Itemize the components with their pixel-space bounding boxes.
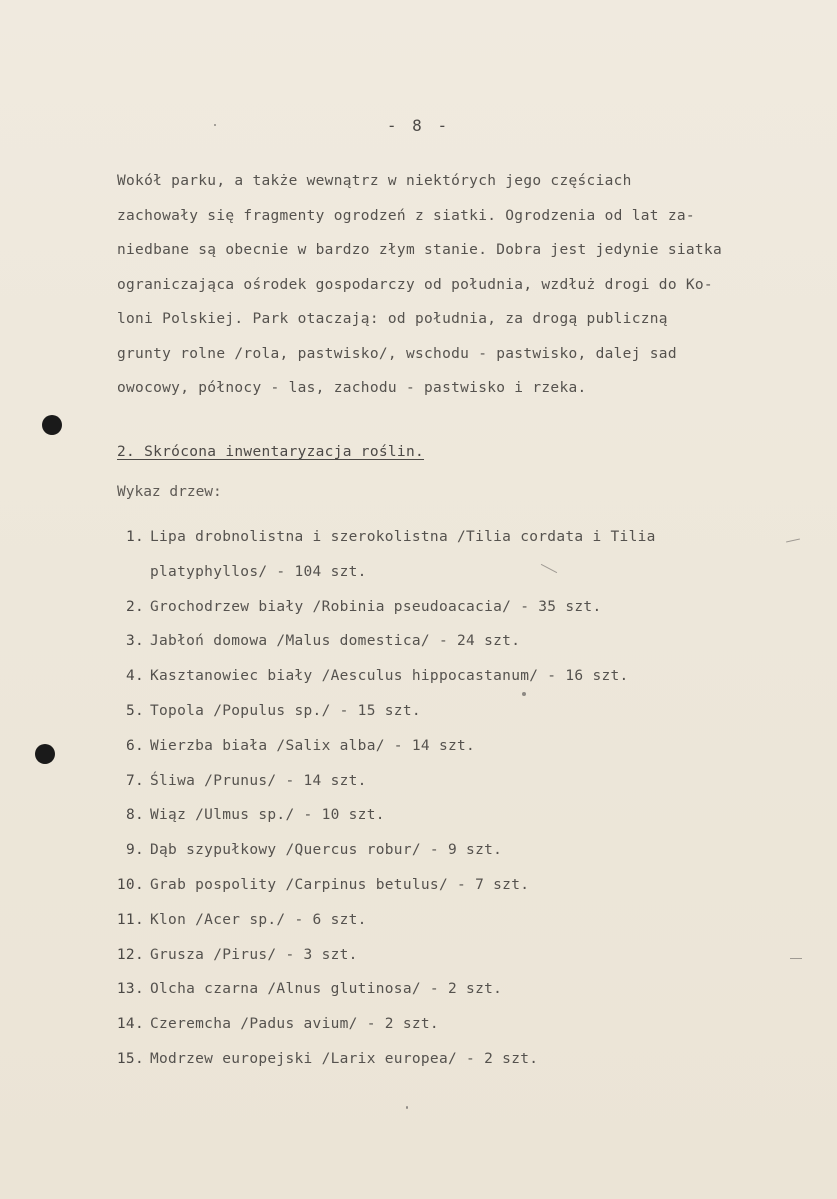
item-text: Wierzba biała /Salix alba/ - 14 szt. — [150, 737, 476, 754]
item-text: Topola /Populus sp./ - 15 szt. — [150, 702, 421, 719]
tree-list-item — [110, 1042, 770, 1077]
item-number: 9. — [125, 842, 144, 859]
tree-list-item — [110, 1007, 770, 1042]
tree-list-item — [110, 833, 770, 868]
tree-list-item — [110, 520, 770, 590]
tree-list-item — [110, 938, 770, 973]
tree-list-item — [110, 729, 770, 764]
item-text: Śliwa /Prunus/ - 14 szt. — [150, 772, 367, 789]
intro-paragraph — [117, 164, 817, 406]
item-text: Grochodrzew biały /Robinia pseudoacacia/ - 35 szt. — [150, 598, 602, 615]
item-number: 7. — [125, 772, 144, 789]
tree-list-item — [110, 659, 770, 694]
item-text: Modrzew europejski /Larix europea/ - 2 szt. — [150, 1050, 539, 1067]
punch-hole-top — [42, 415, 62, 435]
item-number: 10. — [116, 876, 144, 893]
tree-list-item — [110, 764, 770, 799]
tree-list-item — [110, 590, 770, 625]
paper-speck — [406, 1106, 408, 1109]
item-text: Grusza /Pirus/ - 3 szt. — [150, 946, 358, 963]
intro-line: grunty rolne /rola, pastwisko/, wschodu - pastwisko, dalej sad — [117, 345, 677, 362]
item-text: Lipa drobnolistna i szerokolistna /Tilia cordata i Tilia platyphyllos/ - 104 szt. — [150, 529, 656, 580]
item-number: 11. — [116, 911, 144, 928]
intro-line: loni Polskiej. Park otaczają: od południa, za drogą publiczną — [117, 311, 668, 327]
item-text: Grab pospolity /Carpinus betulus/ - 7 szt. — [150, 876, 530, 893]
item-number: 15. — [116, 1050, 144, 1067]
intro-line: zachowały się fragmenty ogrodzeń z siatki. Ogrodzenia od lat za- — [117, 207, 695, 224]
tree-list-item — [110, 694, 770, 729]
item-number: 14. — [116, 1016, 144, 1033]
item-text: Olcha czarna /Alnus glutinosa/ - 2 szt. — [150, 981, 503, 998]
item-number: 13. — [116, 981, 144, 998]
punch-hole-bottom — [35, 744, 55, 764]
item-number: 8. — [125, 807, 144, 824]
item-number: 3. — [125, 633, 144, 650]
item-number: 2. — [125, 598, 144, 615]
intro-line: owocowy, północy - las, zachodu - pastwisko i rzeka. — [117, 380, 587, 396]
item-text: Dąb szypułkowy /Quercus robur/ - 9 szt. — [150, 842, 503, 859]
pencil-mark — [790, 958, 802, 959]
tree-inventory-list — [110, 520, 770, 1077]
tree-list-item — [110, 798, 770, 833]
item-number: 1. — [125, 529, 144, 545]
section-heading: 2. Skrócona inwentaryzacja roślin. — [117, 444, 425, 460]
tree-list-item — [110, 972, 770, 1007]
tree-list-item — [110, 868, 770, 903]
intro-line: Wokół parku, a także wewnątrz w niektórych jego częściach — [117, 173, 632, 189]
item-number: 5. — [125, 702, 144, 719]
intro-line: ograniczająca ośrodek gospodarczy od południa, wzdłuż drogi do Ko- — [117, 276, 713, 293]
item-text: Czeremcha /Padus avium/ - 2 szt. — [150, 1016, 439, 1033]
item-text: Kasztanowiec biały /Aesculus hippocastanum/ - 16 szt. — [150, 668, 629, 685]
item-text: Jabłoń domowa /Malus domestica/ - 24 szt. — [150, 633, 521, 650]
page-number: - 8 - — [386, 116, 451, 135]
item-number: 4. — [125, 668, 144, 685]
item-text: Klon /Acer sp./ - 6 szt. — [150, 911, 367, 928]
tree-list-item — [110, 903, 770, 938]
intro-line: niedbane są obecnie w bardzo złym stanie. Dobra jest jedynie siatka — [117, 242, 722, 258]
item-text: Wiąz /Ulmus sp./ - 10 szt. — [150, 807, 385, 824]
item-number: 12. — [116, 946, 144, 963]
tree-list-label: Wykaz drzew: — [117, 484, 222, 500]
item-number: 6. — [125, 737, 144, 754]
tree-list-item — [110, 624, 770, 659]
